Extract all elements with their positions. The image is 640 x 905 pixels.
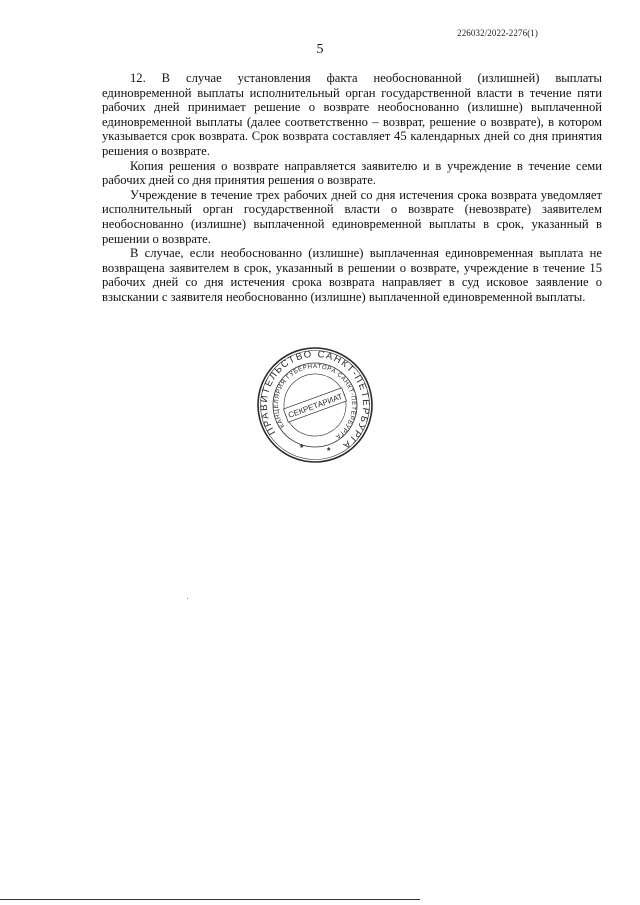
stamp-star-icon: ★ bbox=[326, 446, 332, 453]
paragraph-institution-notice: Учреждение в течение трех рабочих дней со дня истечения срока возврата уведомляет исполнительный орган государственной власти о возврате (невозврате) заявителем необоснованно (излишне) выплаченной единовременной выплаты в срок, указанный в решении о возврате. bbox=[102, 187, 602, 246]
stamp-inner-text: КАНЦЕЛЯРИЯ ГУБЕРНАТОРА САНКТ-ПЕТЕРБУРГА bbox=[272, 362, 358, 441]
page-number: 5 bbox=[316, 42, 324, 57]
paragraph-court-claim: В случае, если необоснованно (излишне) выплаченная единовременная выплата не возвращена заявителем в срок, указанный в решении о возврате, учреждение в течение 15 рабочих дней со дня истечения срока возврата направляет в суд исковое заявление о взыскании с заявителя необоснованно (излишне) выплаченной единовременной выплаты. bbox=[102, 246, 602, 304]
scan-speck bbox=[187, 598, 188, 599]
stamp-star-icon: ★ bbox=[299, 443, 305, 450]
bottom-rule bbox=[0, 899, 420, 900]
paragraph-12: 12. В случае установления факта необоснованной (излишней) выплаты единовременной выплаты исполнительный орган государственной власти в течение пяти рабочих дней принимает решение о возврате необоснованно (излишне) выплаченной единовременной выплаты (далее соответственно – возврат, решение о возврате), в котором указывается срок возврата. Срок возврата составляет 45 календарных дней со дня принятия решения о возврате. bbox=[102, 71, 602, 158]
document-body bbox=[102, 71, 602, 305]
stamp-center-text: СЕКРЕТАРИАТ bbox=[286, 391, 344, 420]
registration-number: 226032/2022-2276(1) bbox=[457, 28, 538, 38]
official-seal-stamp bbox=[255, 345, 375, 465]
paragraph-copy-of-decision: Копия решения о возврате направляется заявителю и в учреждение в течение семи рабочих дней со дня принятия решения о возврате. bbox=[102, 158, 602, 188]
stamp-outer-text: ПРАВИТЕЛЬСТВО САНКТ-ПЕТЕРБУРГА bbox=[258, 348, 372, 452]
